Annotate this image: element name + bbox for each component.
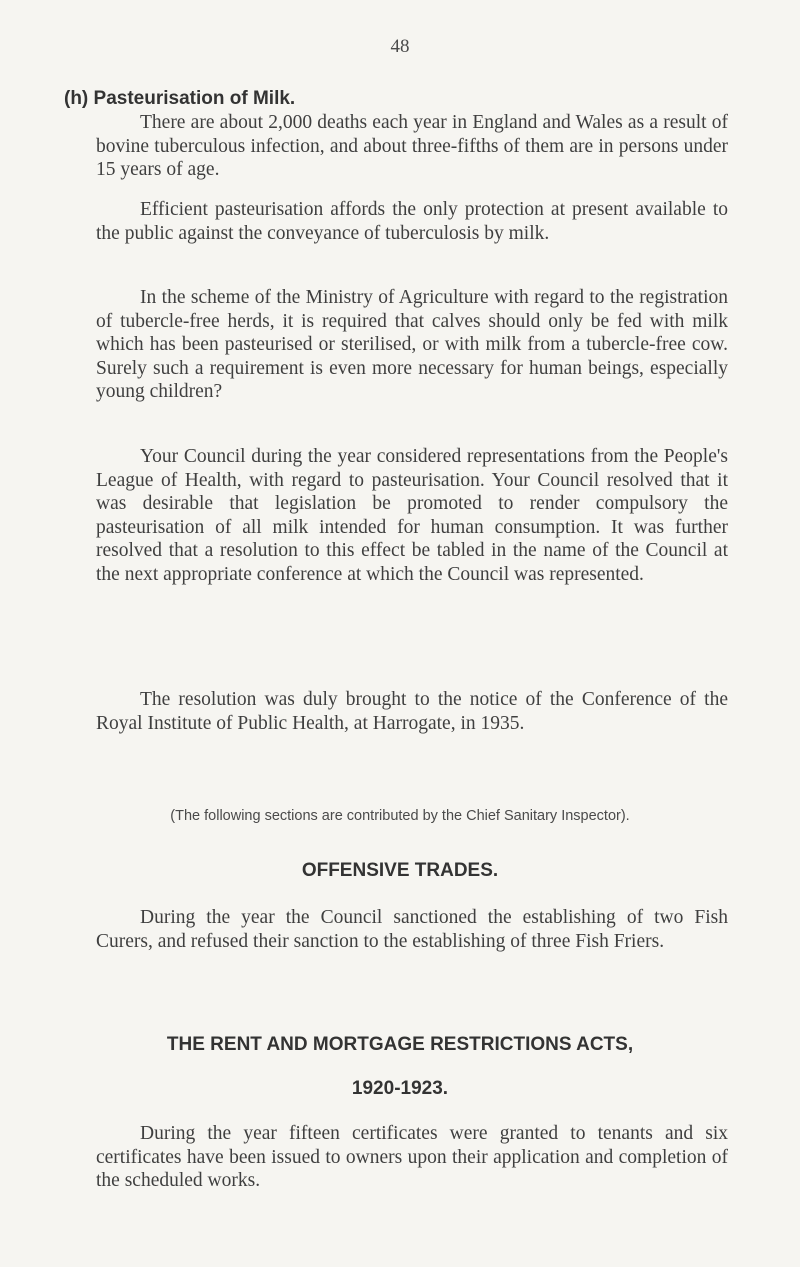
rent-acts-heading-line2: 1920-1923. (351, 1078, 449, 1099)
paragraph-council-representations: Your Council during the year considered representations from the People's League of Health, with regard to pasteurisation. Your Council resolved that it was desirable that legislation be promoted to render compulsory the pasteurisation of all milk intended for human consumption. It was further resolved that a resolution to this effect be tabled in the name of the Council at the next appropriate conference at which the Council was represented. (96, 446, 728, 585)
contributor-note: (The following sections are contributed by the Chief Sanitary Inspector). (170, 808, 630, 824)
paragraph-efficient-pasteurisation: Efficient pasteurisation affords the only protection at present available to the public against the conveyance of tuberculosis by milk. (96, 199, 728, 244)
pasteurisation-heading: (h) Pasteurisation of Milk. (64, 88, 296, 109)
paragraph-resolution-harrogate: The resolution was duly brought to the notice of the Conference of the Royal Institute of Public Health, at Harrogate, in 1935. (96, 689, 728, 734)
page-number: 48 (390, 36, 410, 57)
paragraph-fish-curers: During the year the Council sanctioned the establishing of two Fish Curers, and refused their sanction to the establishing of three Fish Friers. (96, 907, 728, 952)
offensive-trades-heading: OFFENSIVE TRADES. (301, 860, 499, 881)
paragraph-ministry-scheme: In the scheme of the Ministry of Agriculture with regard to the registration of tubercle-free herds, it is required that calves should only be fed with milk which has been pasteurised or sterilised, or with milk from a tubercle-free cow. Surely such a requirement is even more necessary for human beings, especially young children? (96, 287, 728, 402)
rent-acts-heading-line1: THE RENT AND MORTGAGE RESTRICTIONS ACTS, (166, 1034, 634, 1055)
paragraph-bovine-deaths: There are about 2,000 deaths each year in England and Wales as a result of bovine tuberculous infection, and about three-fifths of them are in persons under 15 years of age. (96, 112, 728, 180)
paragraph-certificates: During the year fifteen certificates were granted to tenants and six certificates have been issued to owners upon their application and completion of the scheduled works. (96, 1123, 728, 1191)
